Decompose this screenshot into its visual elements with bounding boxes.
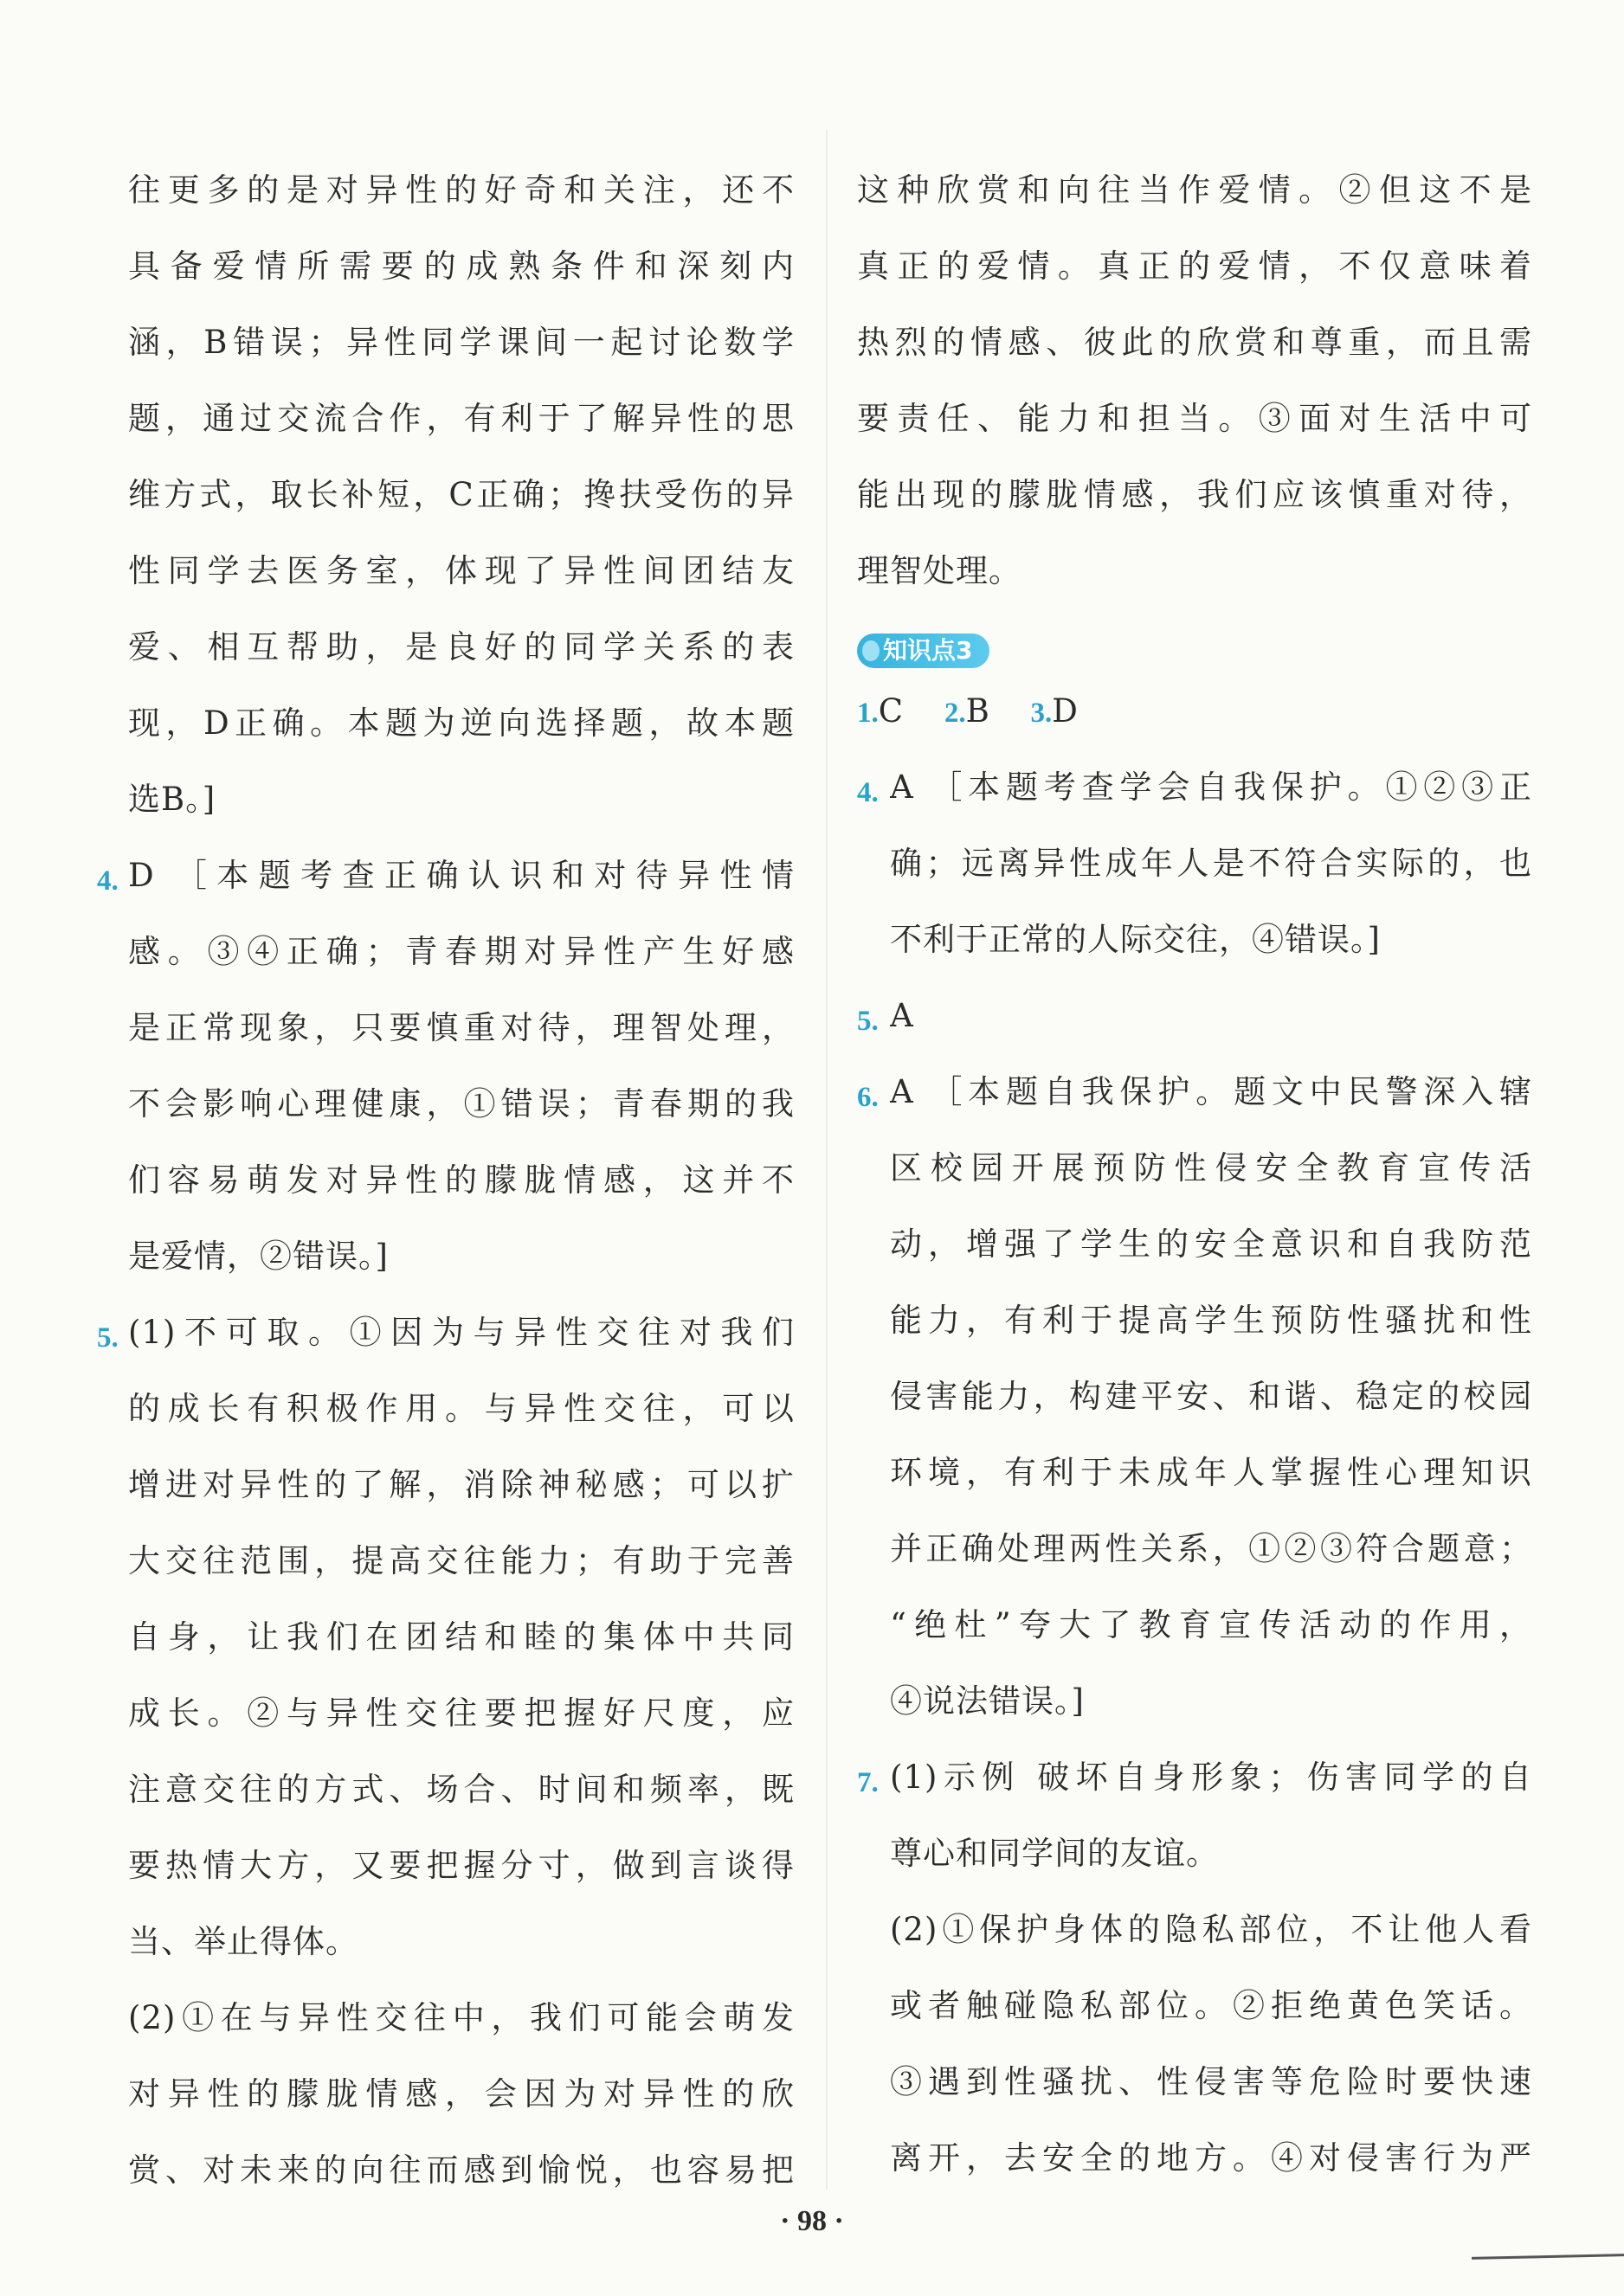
answer-item-5 [97,1295,795,2209]
text-line: 确；远离异性成年人是不符合实际的，也 [890,845,1532,882]
text-line: 并正确处理两性关系，①②③符合题意； [890,1530,1532,1567]
text-line: 维方式，取长补短，C正确；搀扶受伤的异 [128,476,795,513]
text-line: 不会影响心理健康，①错误；青春期的我 [128,1085,795,1122]
answer-value: C [878,692,904,730]
text-line: 热烈的情感、彼此的欣赏和尊重，而且需 [857,324,1532,361]
text-line: 真正的爱情。真正的爱情，不仅意味着 [857,248,1532,285]
text-line: A [890,997,914,1034]
answer-value: B [965,692,989,730]
answer-item-7 [857,1740,1532,2196]
question-number: 5. [97,1322,119,1354]
question-number: 4. [97,865,119,897]
text-line: (2)①在与异性交往中，我们可能会萌发 [128,1999,795,2036]
text-line: 对异性的朦胧情感，会因为对异性的欣 [128,2075,795,2113]
text-line: ④说法错误。] [890,1682,1085,1720]
text-line: 侵害能力，构建平安、和谐、稳定的校园 [890,1378,1532,1415]
answer-item-4 [97,838,795,1295]
text-line: 注意交往的方式、场合、时间和频率，既 [128,1771,795,1808]
text-line: 理智处理。 [857,552,1021,589]
question-number: 2. [944,698,966,729]
text-line: 选B。] [128,781,216,818]
right-continuation [857,152,1532,609]
question-number: 7. [857,1767,879,1798]
text-line: 性同学去医务室，体现了异性间团结友 [128,552,795,589]
text-line: 当、举止得体。 [128,1923,358,1960]
section-badge: 知识点3 [857,633,989,668]
text-line: ③遇到性骚扰、性侵害等危险时要快速 [890,2063,1532,2100]
text-line: 动，增强了学生的安全意识和自我防范 [890,1225,1532,1263]
text-line: 大交往范围，提高交往能力；有助于完善 [128,1542,795,1579]
text-line: 要热情大方，又要把握分寸，做到言谈得 [128,1847,795,1884]
text-line: 区校园开展预防性侵安全教育宣传活 [890,1149,1532,1187]
text-line: “绝杜”夸大了教育宣传活动的作用， [890,1606,1532,1643]
page-number: · 98 · [780,2205,844,2237]
text-line: 们容易萌发对异性的朦胧情感，这并不 [128,1161,795,1199]
question-number: 1. [857,698,879,729]
text-line: 不利于正常的人际交往，④错误。] [890,921,1381,958]
answer-value: D [1052,692,1078,730]
text-line: 是爱情，②错误。] [128,1238,389,1275]
quick-answers [857,673,1532,749]
text-line: 往更多的是对异性的好奇和关注，还不 [128,171,795,209]
text-line: 环境，有利于未成年人掌握性心理知识 [890,1454,1532,1491]
text-line: 是正常现象，只要慎重对待，理智处理， [128,1009,795,1046]
text-line: 增进对异性的了解，消除神秘感；可以扩 [128,1466,795,1503]
text-line: A ［本题自我保护。题文中民警深入辖 [890,1073,1532,1110]
question-number: 4. [857,777,879,808]
text-line: 尊心和同学间的友谊。 [890,1835,1219,1872]
answer-item-6 [857,1054,1532,1740]
right-column [857,152,1532,2196]
question-number: 6. [857,1082,879,1113]
text-line: (1)示例 破坏自身形象；伤害同学的自 [890,1759,1532,1796]
text-line: 感。③④正确；青春期对异性产生好感 [128,933,795,970]
text-line: (2)①保护身体的隐私部位，不让他人看 [890,1911,1532,1948]
text-line: (1)不可取。①因为与异性交往对我们 [128,1314,795,1351]
text-line: 的成长有积极作用。与异性交往，可以 [128,1390,795,1427]
text-line: 爱、相互帮助，是良好的同学关系的表 [128,628,795,666]
text-line: 或者触碰隐私部位。②拒绝黄色笑话。 [890,1987,1532,2024]
text-line: 能出现的朦胧情感，我们应该慎重对待， [857,476,1532,513]
text-line: 赏、对未来的向往而感到愉悦，也容易把 [128,2151,795,2189]
text-line: 涵，B错误；异性同学课间一起讨论数学 [128,324,795,361]
column-divider [826,130,828,2190]
text-line: 成长。②与异性交往要把握好尺度，应 [128,1695,795,1732]
text-line: 能力，有利于提高学生预防性骚扰和性 [890,1302,1532,1339]
text-line: A ［本题考查学会自我保护。①②③正 [890,769,1532,806]
text-line: 自身，让我们在团结和睦的集体中共同 [128,1618,795,1656]
answer-item-5 [857,978,1532,1054]
answer-item-4 [857,749,1532,978]
text-line: 现，D正确。本题为逆向选择题，故本题 [128,704,795,742]
text-line: 离开，去安全的地方。④对侵害行为严 [890,2139,1532,2177]
left-column [97,152,795,2209]
text-line: 这种欣赏和向往当作爱情。②但这不是 [857,171,1532,209]
question-number: 5. [857,1006,879,1037]
question-number: 3. [1030,698,1053,729]
text-line: 题，通过交流合作，有利于了解异性的思 [128,400,795,437]
text-line: 要责任、能力和担当。③面对生活中可 [857,400,1532,437]
text-line: 具备爱情所需要的成熟条件和深刻内 [128,248,795,285]
text-line: D ［本题考查正确认识和对待异性情 [128,857,795,894]
left-continuation [128,152,795,838]
page-edge-line [1472,2254,1624,2260]
